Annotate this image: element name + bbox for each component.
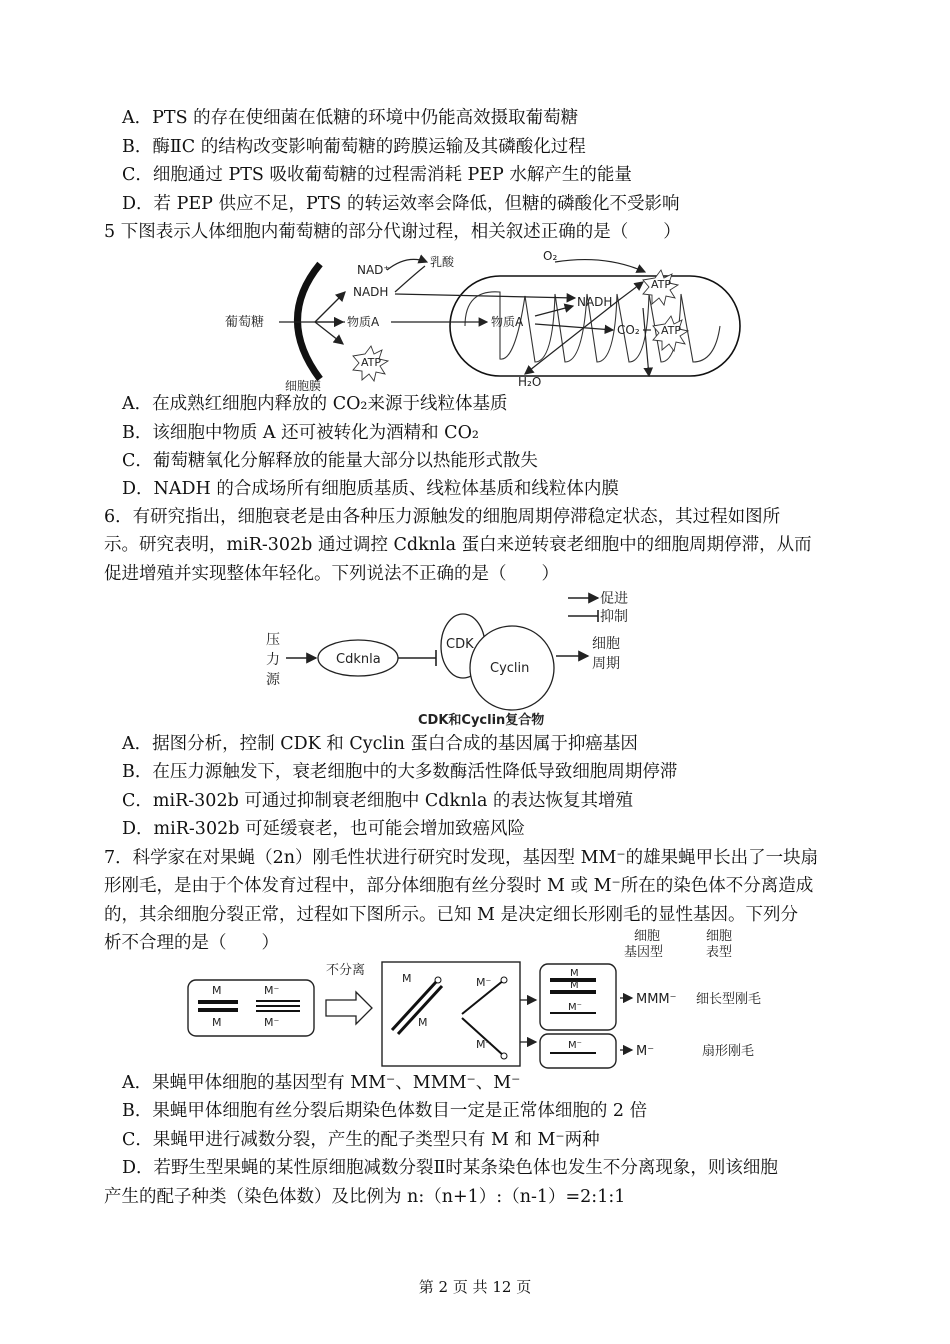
phenotype-header-1: 细胞 <box>706 929 733 944</box>
glucose-label: 葡萄糖 <box>225 315 265 330</box>
dividing-mm-top: M⁻ <box>476 976 492 989</box>
q5-option-b: B．该细胞中物质 A 还可被转化为酒精和 CO₂ <box>122 423 479 443</box>
legend-inhibit: 抑制 <box>600 609 628 625</box>
q5-option-c: C．葡萄糖氧化分解释放的能量大部分以热能形式散失 <box>122 451 538 471</box>
q4-option-b: B．酶ⅡC 的结构改变影响葡萄糖的跨膜运输及其磷酸化过程 <box>122 137 586 157</box>
fruit-fly-nondisjunction-figure <box>186 924 786 1070</box>
cell-label: 细胞 <box>592 636 620 652</box>
atp-burst-1 <box>353 346 388 381</box>
daughter1-m-1: M <box>570 968 579 979</box>
substance-a-label-2: 物质A <box>491 315 524 329</box>
nondisjunction-label: 不分离 <box>326 963 366 978</box>
cdknla-label: Cdknla <box>336 652 381 667</box>
q6-option-d: D．miR-302b 可延缓衰老，也可能会增加致癌风险 <box>122 819 525 839</box>
daughter1-m-2: M <box>570 980 579 991</box>
q6-option-c: C．miR-302b 可通过抑制衰老细胞中 Cdknla 的表达恢复其增殖 <box>122 791 633 811</box>
co2-label: CO₂ <box>617 323 640 337</box>
q4-option-a: A．PTS 的存在使细菌在低糖的环境中仍能高效摄取葡萄糖 <box>122 108 579 128</box>
q7-option-d: D．若野生型果蝇的某性原细胞减数分裂Ⅱ时某条染色体也发生不分离现象，则该细胞 <box>122 1158 778 1178</box>
legend-promote: 促进 <box>600 591 628 607</box>
stress-char-1: 压 <box>266 632 280 648</box>
h2o-label: H₂O <box>518 375 542 389</box>
dividing-mm-bottom: M⁻ <box>476 1038 492 1051</box>
parent-mm-bottom: M⁻ <box>264 1016 280 1029</box>
nadh-label-2: NADH <box>577 295 613 309</box>
cell-cycle-figure <box>258 586 658 732</box>
stress-char-3: 源 <box>266 672 280 688</box>
q4-option-c: C．细胞通过 PTS 吸收葡萄糖的过程需消耗 PEP 水解产生的能量 <box>122 165 632 185</box>
cycle-label: 周期 <box>592 656 620 672</box>
q6-stem-line-2: 示。研究表明，miR-302b 通过调控 Cdknla 蛋白来逆转衰老细胞中的细胞周期停滞，从而 <box>104 535 812 555</box>
substance-a-label-1: 物质A <box>347 315 380 329</box>
q4-option-d: D．若 PEP 供应不足，PTS 的转运效率会降低，但糖的磷酸化不受影响 <box>122 194 680 214</box>
q7-stem-line-1: 7．科学家在对果蝇（2n）刚毛性状进行研究时发现，基因型 MM⁻的雄果蝇甲长出了一块扇 <box>104 848 819 868</box>
nadh-label-1: NADH <box>353 285 389 299</box>
q7-option-b: B．果蝇甲体细胞有丝分裂后期染色体数目一定是正常体细胞的 2 倍 <box>122 1101 648 1121</box>
parent-mm-top: M⁻ <box>264 984 280 997</box>
dividing-m-bottom: M <box>418 1016 428 1029</box>
parent-m-bottom: M <box>212 1016 222 1029</box>
phenotype-2: 扇形刚毛 <box>702 1044 755 1059</box>
daughter1-mm: M⁻ <box>568 1002 582 1013</box>
parent-m-top: M <box>212 984 222 997</box>
atp-label-3: ATP <box>661 324 682 337</box>
glucose-metabolism-figure <box>215 244 755 394</box>
q7-stem-line-2: 形刚毛，是由于个体发育过程中，部分体细胞有丝分裂时 M 或 M⁻所在的染色体不分离造成 <box>104 876 814 896</box>
q7-option-c: C．果蝇甲进行减数分裂，产生的配子类型只有 M 和 M⁻两种 <box>122 1130 600 1150</box>
atp-label-1: ATP <box>361 356 382 369</box>
cdk-label: CDK <box>446 637 474 652</box>
complex-label: CDK和Cyclin复合物 <box>418 713 545 728</box>
q6-option-b: B．在压力源触发下，衰老细胞中的大多数酶活性降低导致细胞周期停滞 <box>122 762 678 782</box>
dividing-m-top: M <box>402 972 412 985</box>
q6-stem-line-3: 促进增殖并实现整体年轻化。下列说法不正确的是（ ） <box>104 564 559 584</box>
genotype-header-1: 细胞 <box>634 929 661 944</box>
q7-option-a: A．果蝇甲体细胞的基因型有 MM⁻、MMM⁻、M⁻ <box>122 1073 521 1093</box>
stress-char-2: 力 <box>266 652 280 668</box>
genotype-1: MMM⁻ <box>636 992 677 1007</box>
q7-stem-line-4: 析不合理的是（ ） <box>104 933 279 953</box>
atp-label-2: ATP <box>651 278 672 291</box>
page-footer: 第 2 页 共 12 页 <box>418 1278 532 1296</box>
genotype-2: M⁻ <box>636 1044 655 1059</box>
q6-stem-line-1: 6．有研究指出，细胞衰老是由各种压力源触发的细胞周期停滞稳定状态，其过程如图所 <box>104 507 781 527</box>
daughter2-mm: M⁻ <box>568 1040 582 1051</box>
o2-label: O₂ <box>543 249 558 263</box>
q7-stem-line-3: 的，其余细胞分裂正常，过程如下图所示。已知 M 是决定细长形刚毛的显性基因。下列分 <box>104 905 799 925</box>
lactic-acid-label: 乳酸 <box>430 255 455 269</box>
cyclin-label: Cyclin <box>490 661 530 676</box>
genotype-header-2: 基因型 <box>624 945 664 960</box>
q6-option-a: A．据图分析，控制 CDK 和 Cyclin 蛋白合成的基因属于抑癌基因 <box>122 734 638 754</box>
membrane-label: 细胞膜 <box>285 379 322 393</box>
q5-option-a: A．在成熟红细胞内释放的 CO₂来源于线粒体基质 <box>122 394 508 414</box>
phenotype-header-2: 表型 <box>706 945 733 960</box>
q5-stem: 5 下图表示人体细胞内葡萄糖的部分代谢过程，相关叙述正确的是（ ） <box>104 222 681 242</box>
phenotype-1: 细长型刚毛 <box>696 992 762 1007</box>
nad-label: NAD⁺ <box>357 263 390 277</box>
q5-option-d: D．NADH 的合成场所有细胞质基质、线粒体基质和线粒体内膜 <box>122 479 619 499</box>
q7-option-d-continued: 产生的配子种类（染色体数）及比例为 n:（n+1）:（n-1）=2:1:1 <box>104 1187 626 1207</box>
